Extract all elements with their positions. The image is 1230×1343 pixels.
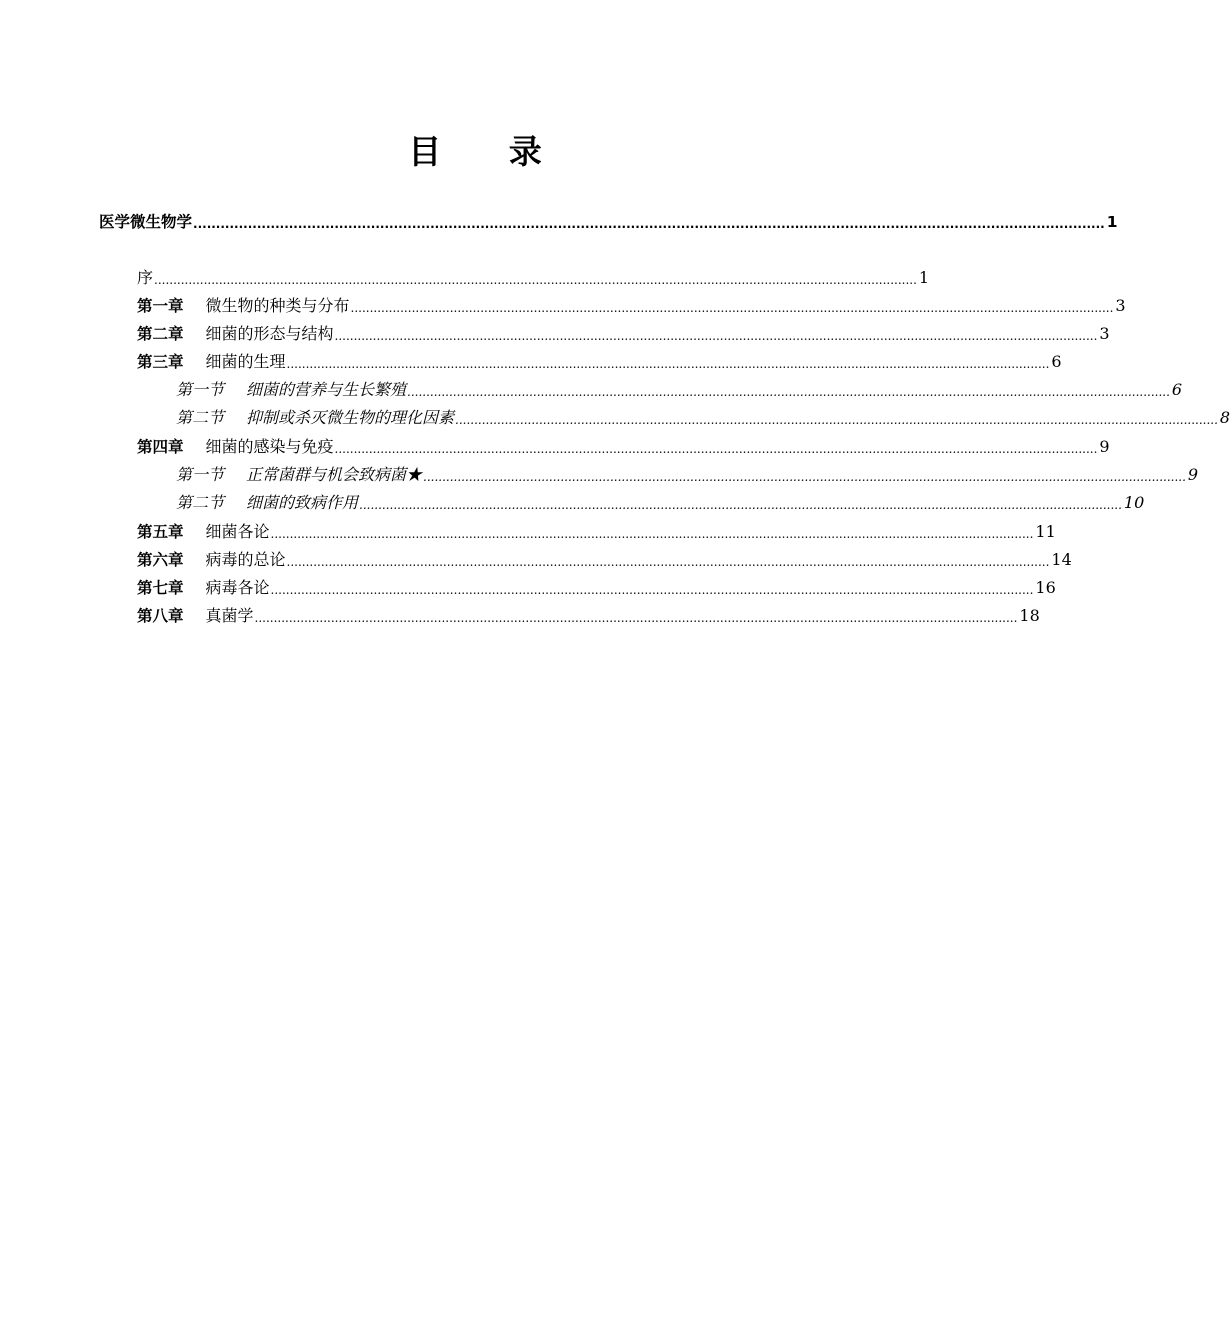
toc-entry[interactable] xyxy=(137,265,930,291)
toc-section-number: 第二节 xyxy=(176,493,225,512)
toc-entry-page: 16 xyxy=(1035,578,1056,597)
toc-entry[interactable] xyxy=(176,405,1230,431)
toc-entry[interactable] xyxy=(137,321,1110,347)
toc-entry-label: 正常菌群与机会致病菌★ xyxy=(246,465,423,484)
toc-entry[interactable] xyxy=(176,490,1145,516)
toc-leader-dots: ........................................................................................................................................................................................................ xyxy=(286,357,1050,371)
toc-entry-page: 3 xyxy=(1115,296,1126,315)
toc-entry-page: 3 xyxy=(1099,324,1110,343)
toc-chapter-number: 第五章 xyxy=(137,523,184,541)
toc-chapter-number: 第三章 xyxy=(137,353,184,371)
toc-entry[interactable] xyxy=(137,349,1062,375)
toc-entry-page: 6 xyxy=(1171,380,1183,399)
toc-entry-label: 序 xyxy=(137,268,154,287)
toc-leader-dots: ........................................................................................................................................................................................................ xyxy=(334,329,1098,343)
toc-entry-page: 10 xyxy=(1123,493,1145,512)
toc-chapter-number: 第七章 xyxy=(137,579,184,597)
toc-section-number: 第一节 xyxy=(176,380,225,399)
toc-section-number: 第二节 xyxy=(176,408,225,427)
toc-leader-dots: ........................................................................................................................................................................................................ xyxy=(334,442,1098,456)
toc-leader-dots: ........................................................................................................................................................................................................ xyxy=(270,583,1034,597)
toc-entry-label: 微生物的种类与分布 xyxy=(205,296,350,315)
toc-leader-dots: ........................................................................................................................................................................................................ xyxy=(350,301,1114,315)
toc-entry-page: 6 xyxy=(1051,352,1062,371)
toc-entry-page: 9 xyxy=(1099,437,1110,456)
toc-leader-dots: ........................................................................................................................................................................................................ xyxy=(407,385,1170,399)
toc-entry-page: 8 xyxy=(1219,408,1230,427)
toc-entry-label: 细菌的形态与结构 xyxy=(205,324,334,343)
toc-entry-label: 细菌的致病作用 xyxy=(246,493,359,512)
toc-entry-page: 18 xyxy=(1019,606,1040,625)
toc-entry-label: 细菌各论 xyxy=(205,522,270,541)
toc-section-number: 第一节 xyxy=(176,465,225,484)
toc-chapter-number: 第六章 xyxy=(137,551,184,569)
toc-leader-dots: ........................................................................................................................................................................................................ xyxy=(270,527,1034,541)
toc-leader-dots: ........................................................................................................................................................................................................ xyxy=(254,611,1018,625)
toc-entry[interactable] xyxy=(137,293,1126,319)
toc-entry[interactable] xyxy=(176,462,1199,488)
toc-entry-page: 9 xyxy=(1187,465,1199,484)
toc-entry[interactable] xyxy=(176,377,1183,403)
toc-leader-dots: ........................................................................................................................................................................................................ xyxy=(286,555,1050,569)
toc-leader-dots: ........................................................................................................................................................................................................ xyxy=(423,470,1186,484)
toc-entry-page: 1 xyxy=(918,268,930,287)
toc-entry[interactable] xyxy=(137,519,1056,545)
toc-entry[interactable] xyxy=(137,575,1056,601)
toc-main-entry[interactable] xyxy=(99,209,1118,235)
toc-chapter-number: 第一章 xyxy=(137,297,184,315)
toc-entry-page: 14 xyxy=(1051,550,1072,569)
toc-chapter-number: 第四章 xyxy=(137,438,184,456)
toc-leader-dots: ........................................................................................................................................................................................................ xyxy=(154,273,917,287)
toc-entry-label: 细菌的感染与免疫 xyxy=(205,437,334,456)
toc-chapter-number: 第八章 xyxy=(137,607,184,625)
toc-entry[interactable] xyxy=(137,603,1040,629)
toc-entry-label: 细菌的生理 xyxy=(205,352,286,371)
toc-leader-dots: ........................................................................................................................................................................................................ xyxy=(359,498,1122,512)
toc-entry-label: 真菌学 xyxy=(205,606,254,625)
toc-main-label: 医学微生物学 xyxy=(99,213,193,231)
toc-entry[interactable] xyxy=(137,547,1072,573)
toc-entry[interactable] xyxy=(137,434,1110,460)
toc-leader-dots: ........................................................................................................................................................................................................ xyxy=(193,217,1105,231)
toc-main-page: 1 xyxy=(1106,213,1118,231)
toc-entry-label: 病毒的总论 xyxy=(205,550,286,569)
toc-entry-page: 11 xyxy=(1035,522,1056,541)
toc-leader-dots: ........................................................................................................................................................................................................ xyxy=(455,413,1218,427)
toc-chapter-number: 第二章 xyxy=(137,325,184,343)
page-title: 目 录 xyxy=(408,132,570,171)
toc-entry-label: 细菌的营养与生长繁殖 xyxy=(246,380,407,399)
toc-entry-label: 病毒各论 xyxy=(205,578,270,597)
toc-entry-label: 抑制或杀灭微生物的理化因素 xyxy=(246,408,455,427)
